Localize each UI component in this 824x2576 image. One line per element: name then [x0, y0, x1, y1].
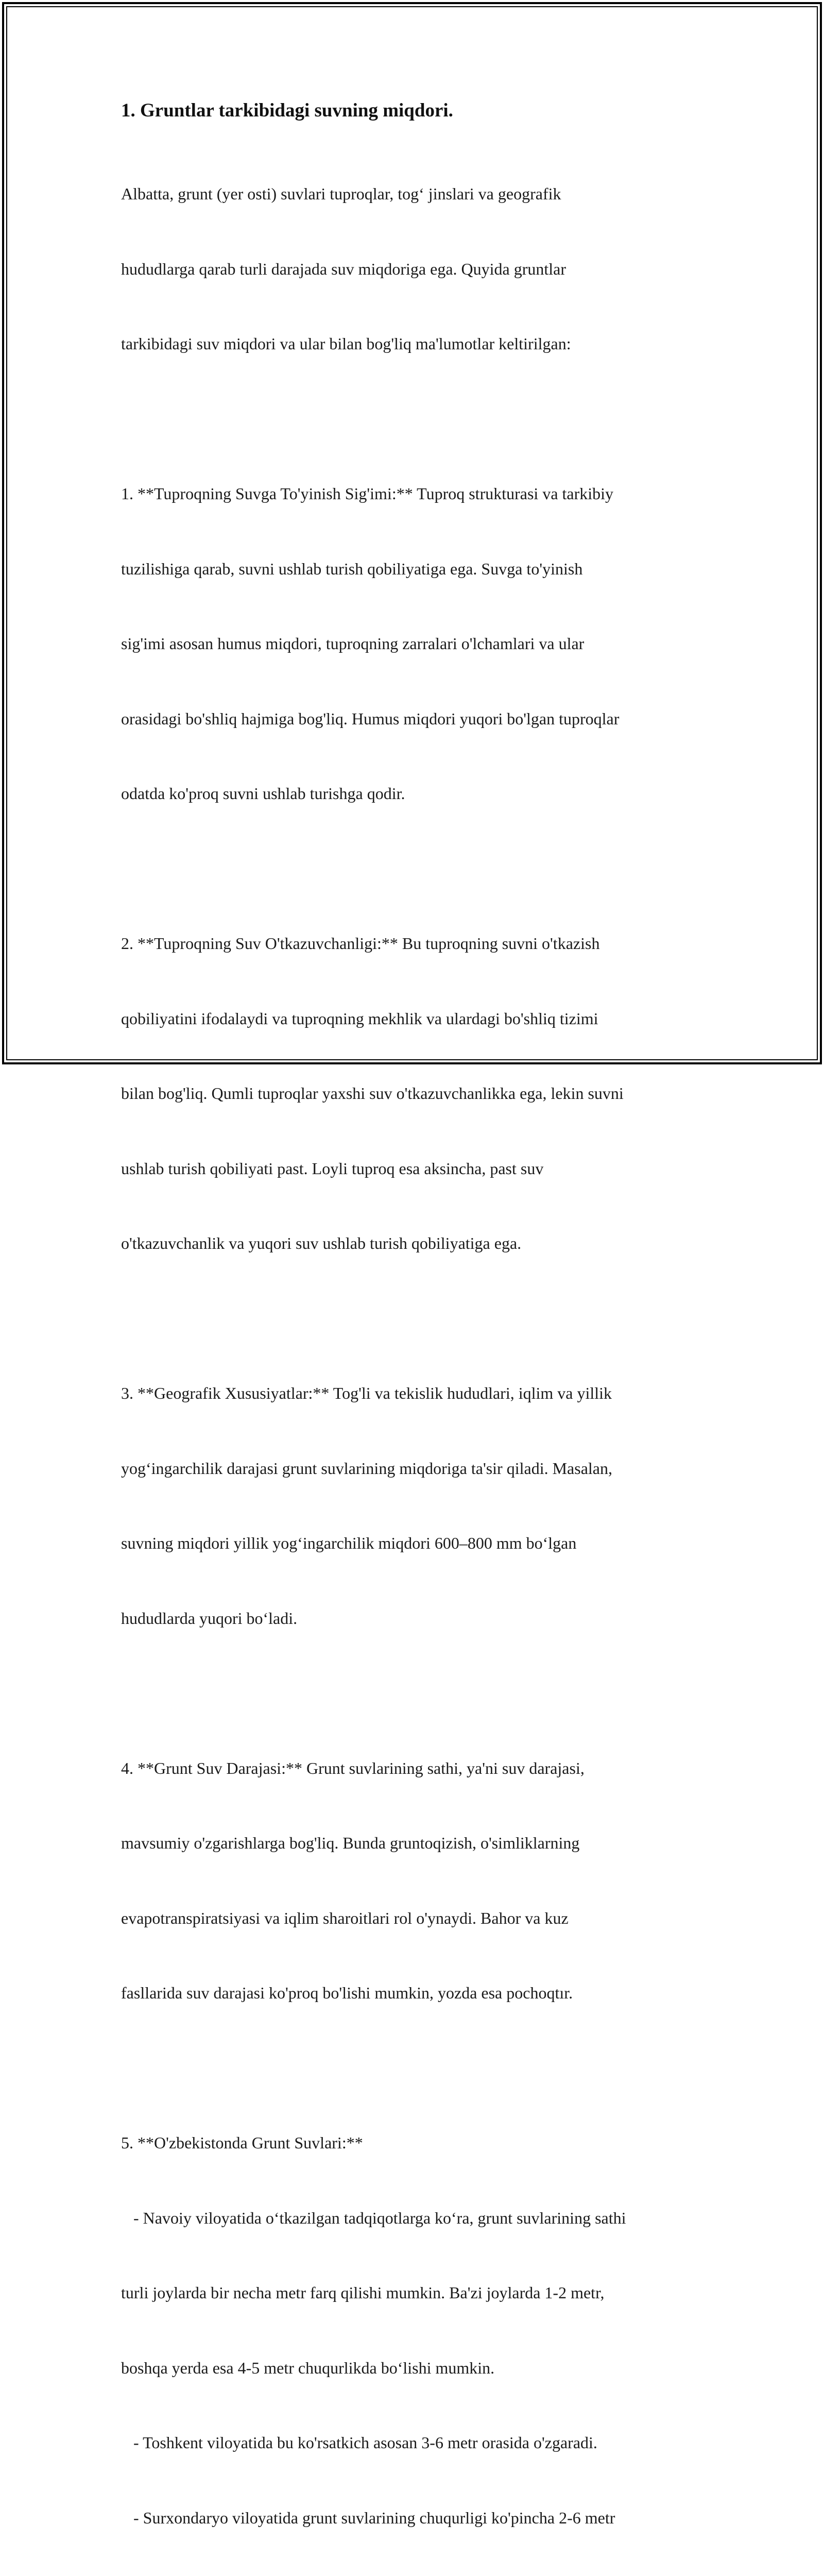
text-line: qobiliyatini ifodalaydi va tuproqning mekhlik va ulardagi bo'shliq tizimi — [121, 1009, 598, 1028]
text-line: odatda ko'proq suvni ushlab turishga qodir. — [121, 784, 405, 803]
paragraph-item-2 — [121, 881, 708, 1306]
text-line: 4. **Grunt Suv Darajasi:** Grunt suvlarining sathi, ya'ni suv darajasi, — [121, 1758, 585, 1777]
paragraph-item-3 — [121, 1331, 708, 1681]
paragraph-item-1 — [121, 431, 708, 856]
text-line: tarkibidagi suv miqdori va ular bilan bog'liq ma'lumotlar keltirilgan: — [121, 334, 571, 353]
text-line: tuzilishiga qarab, suvni ushlab turish qobiliyatiga ega. Suvga to'yinish — [121, 559, 583, 578]
document-body — [121, 95, 708, 2576]
text-line: 1. **Tuproqning Suvga To'yinish Sig'imi:** Tuproq strukturasi va tarkibiy — [121, 484, 614, 503]
text-line: - Navoiy viloyatida o‘tkazilgan tadqiqotlarga ko‘ra, grunt suvlarining sathi — [121, 2208, 626, 2227]
text-line: suvning miqdori yillik yog‘ingarchilik miqdori 600–800 mm bo‘lgan — [121, 1534, 577, 1552]
text-line: o'tkazuvchanlik va yuqori suv ushlab turish qobiliyatiga ega. — [121, 1234, 522, 1252]
text-line: ushlab turish qobiliyati past. Loyli tuproq esa aksincha, past suv — [121, 1159, 544, 1178]
text-line: bilan bog'liq. Qumli tuproqlar yaxshi suv o'tkazuvchanlikka ega, lekin suvni — [121, 1084, 624, 1103]
paragraph-item-4 — [121, 1706, 708, 2056]
text-line: 5. **O'zbekistonda Grunt Suvlari:** — [121, 2133, 363, 2152]
text-line: sig'imi asosan humus miqdori, tuproqning zarralari o'lchamlari va ular — [121, 634, 585, 653]
text-line: mavsumiy o'zgarishlarga bog'liq. Bunda gruntoqizish, o'simliklarning — [121, 1834, 580, 1852]
text-line: fasllarida suv darajasi ko'proq bo'lishi mumkin, yozda esa pochoqtır. — [121, 1984, 573, 2002]
text-line: yog‘ingarchilik darajasi grunt suvlarining miqdoriga ta'sir qiladi. Masalan, — [121, 1459, 612, 1478]
document-title: 1. Gruntlar tarkibidagi suvning miqdori. — [121, 100, 453, 121]
text-line: - Surxondaryo viloyatida grunt suvlarining chuqurligi ko'pincha 2-6 metr — [121, 2508, 615, 2527]
text-line: evapotranspiratsiyasi va iqlim sharoitlari rol o'ynaydi. Bahor va kuz — [121, 1908, 569, 1927]
text-line: boshqa yerda esa 4-5 metr chuqurlikda bo‘lishi mumkin. — [121, 2358, 495, 2377]
text-line: 3. **Geografik Xususiyatlar:** Tog'li va tekislik hududlari, iqlim va yillik — [121, 1384, 612, 1402]
text-line: hududlarga qarab turli darajada suv miqdoriga ega. Quyida gruntlar — [121, 259, 566, 278]
text-line: - Toshkent viloyatida bu ko'rsatkich asosan 3-6 metr orasida o'zgaradi. — [121, 2433, 597, 2452]
text-line: Albatta, grunt (yer osti) suvlari tuproqlar, tog‘ jinslari va geografik — [121, 184, 561, 203]
text-line: 2. **Tuproqning Suv O'tkazuvchanligi:** Bu tuproqning suvni o'tkazish — [121, 934, 600, 953]
text-line: hududlarda yuqori bo‘ladi. — [121, 1608, 298, 1628]
text-line: turli joylarda bir necha metr farq qilishi mumkin. Ba'zi joylarda 1-2 metr, — [121, 2283, 605, 2302]
paragraph-item-5 — [121, 2080, 708, 2576]
text-line: orasidagi bo'shliq hajmiga bog'liq. Humus miqdori yuqori bo'lgan tuproqlar — [121, 709, 620, 728]
paragraph-intro — [121, 131, 708, 406]
